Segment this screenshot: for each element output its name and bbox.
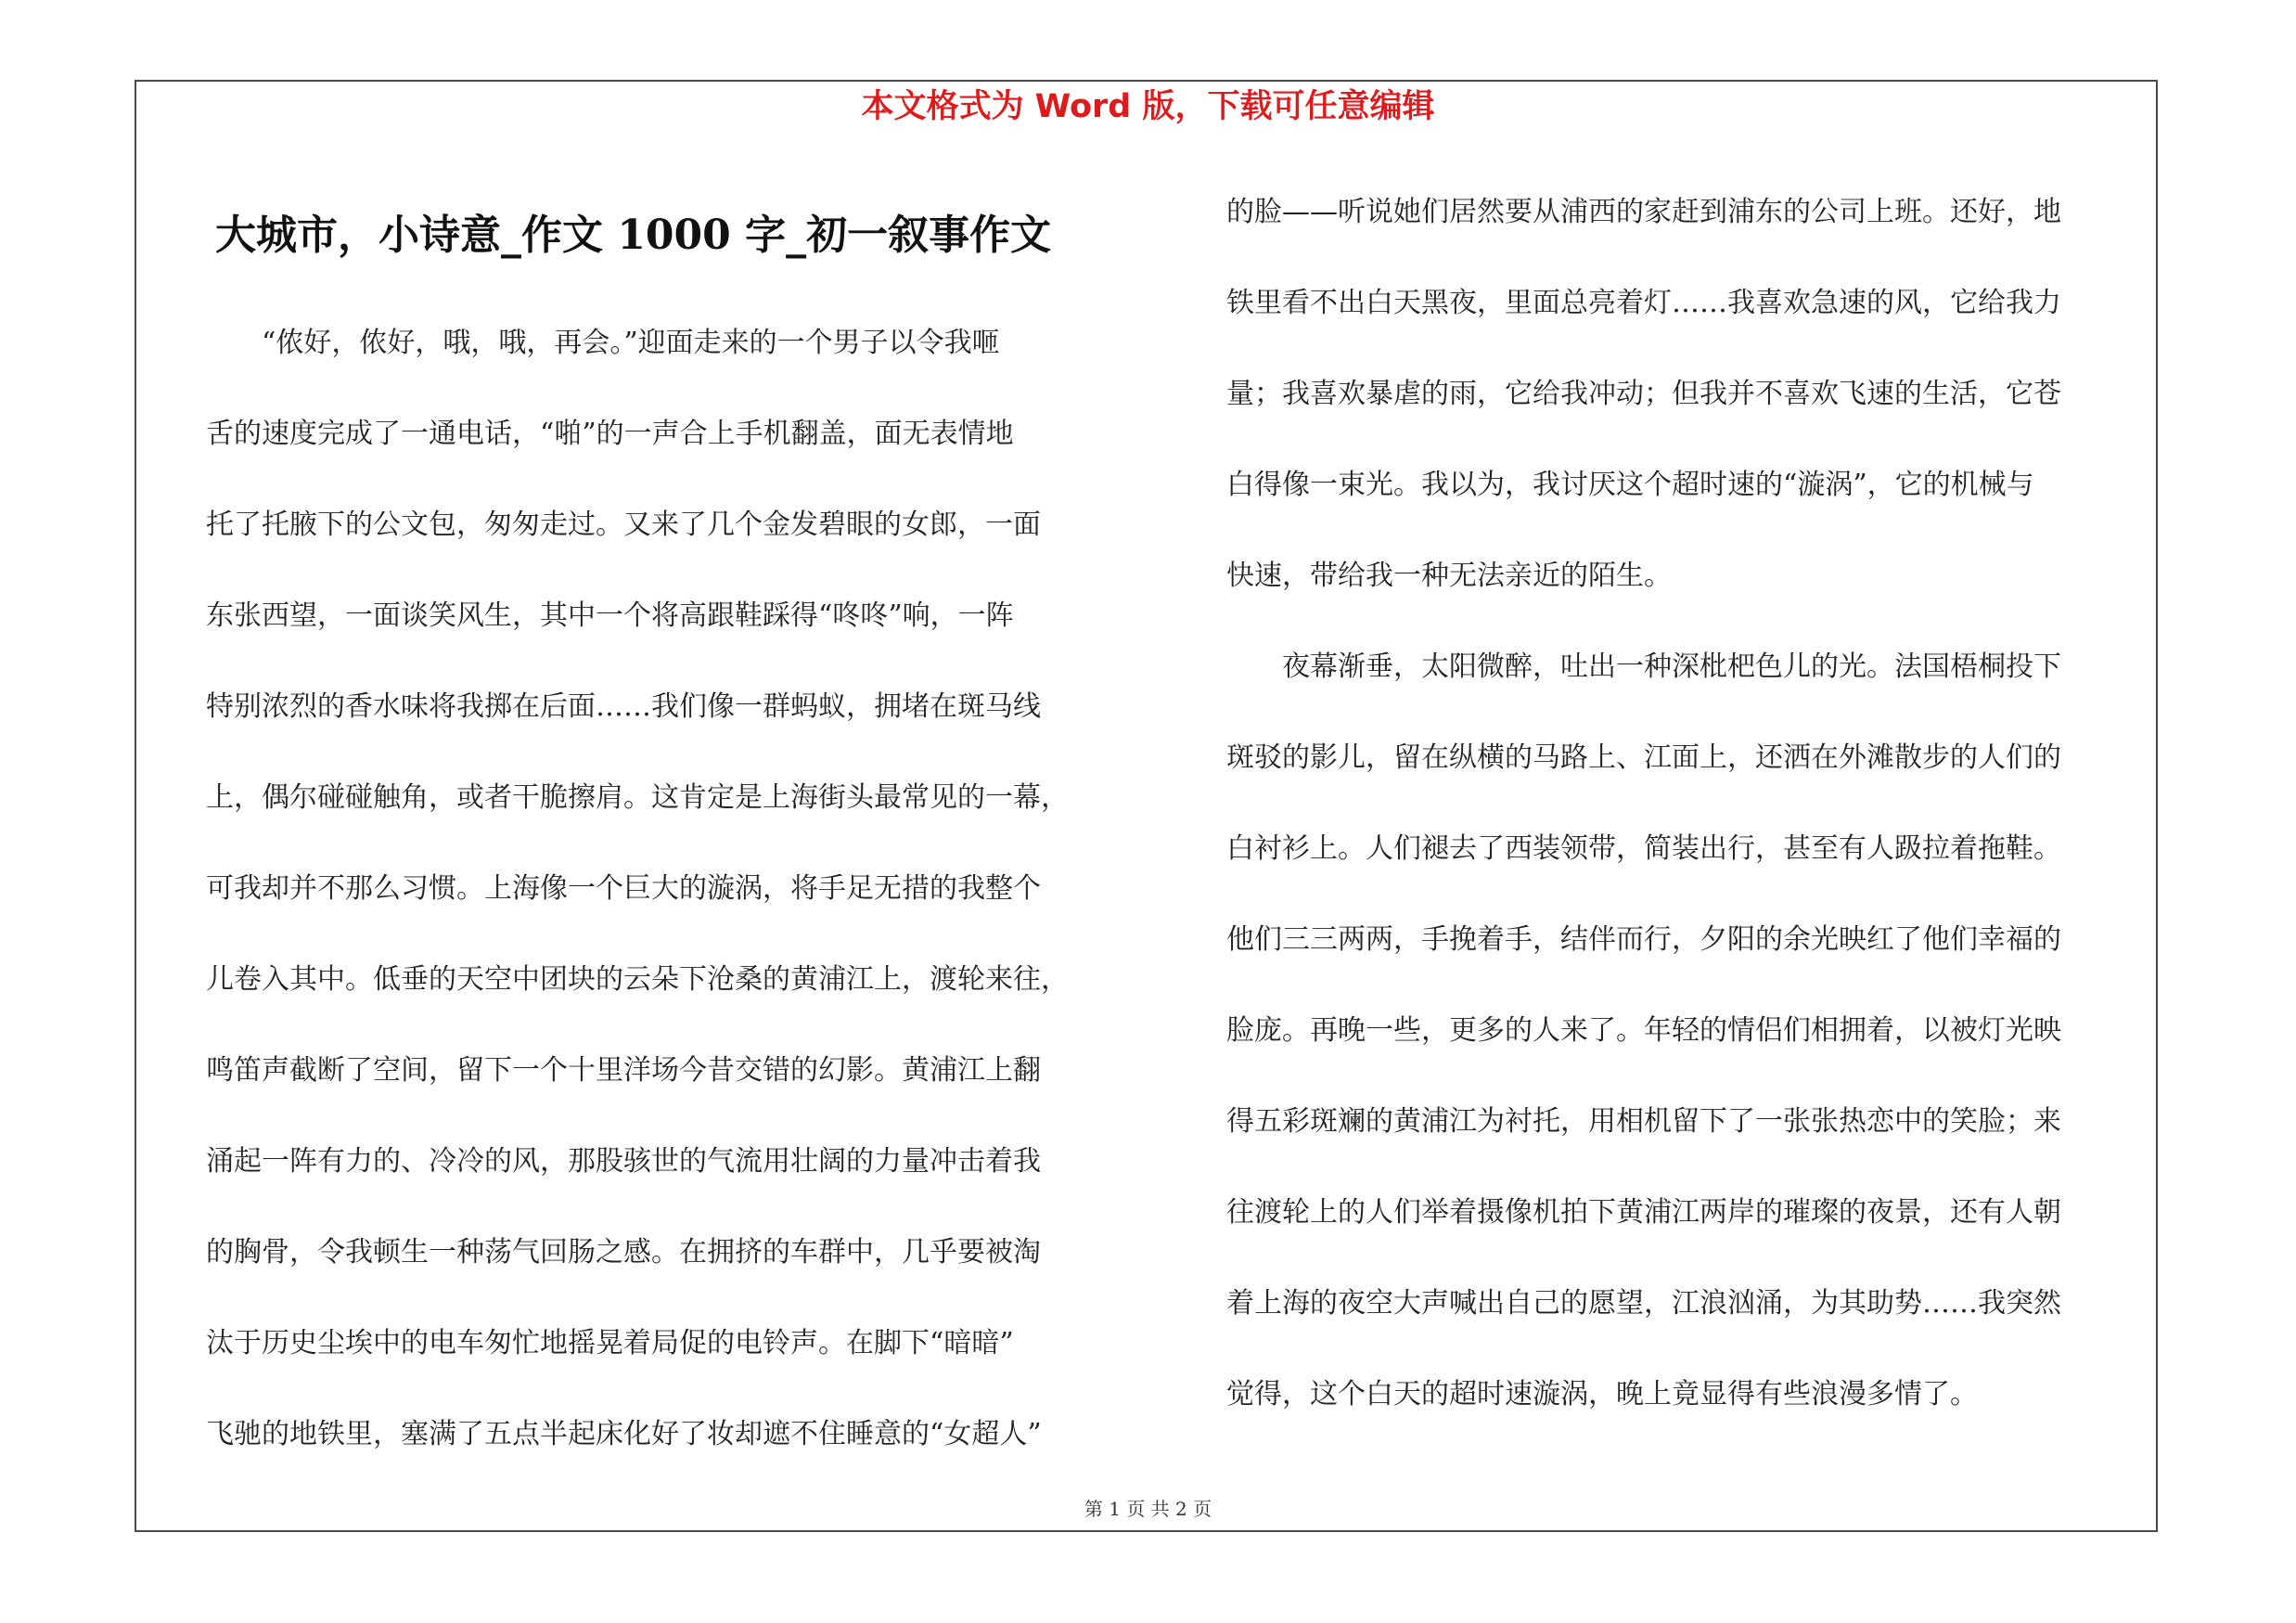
text-line: 铁里看不出白天黑夜，里面总亮着灯……我喜欢急速的风，它给我力 [1226, 287, 2061, 319]
text-line: 白得像一束光。我以为，我讨厌这个超时速的“漩涡”，它的机械与 [1226, 469, 2034, 501]
text-line: 鸣笛声截断了空间，留下一个十里洋场今昔交错的幻影。黄浦江上翻 [206, 1054, 1041, 1087]
text-line: 快速，带给我一种无法亲近的陌生。 [1226, 560, 1672, 592]
text-line: 的胸骨，令我顿生一种荡气回肠之感。在拥挤的车群中，几乎要被淘 [206, 1236, 1041, 1269]
text-line: 觉得，这个白天的超时速漩涡，晚上竟显得有些浪漫多情了。 [1226, 1378, 1978, 1410]
text-line: 托了托腋下的公文包，匆匆走过。又来了几个金发碧眼的女郎，一面 [206, 509, 1041, 541]
text-line: 脸庞。再晚一些，更多的人来了。年轻的情侣们相拥着，以被灯光映 [1226, 1014, 2061, 1047]
text-line: 飞驰的地铁里，塞满了五点半起床化好了妆却遮不住睡意的“女超人” [206, 1418, 1042, 1450]
text-line: 可我却并不那么习惯。上海像一个巨大的漩涡，将手足无措的我整个 [206, 872, 1041, 905]
text-line: 往渡轮上的人们举着摄像机拍下黄浦江两岸的璀璨的夜景，还有人朝 [1226, 1196, 2061, 1229]
text-line: 量；我喜欢暴虐的雨，它给我冲动；但我并不喜欢飞速的生活，它苍 [1226, 378, 2061, 410]
text-line: 夜幕渐垂，太阳微醉，吐出一种深枇杷色儿的光。法国梧桐投下 [1226, 650, 2061, 683]
text-line: 白衬衫上。人们褪去了西装领带，简装出行，甚至有人趿拉着拖鞋。 [1226, 832, 2061, 865]
text-line: 汰于历史尘埃中的电车匆忙地摇晃着局促的电铃声。在脚下“暗暗” [206, 1327, 1014, 1359]
text-line: “侬好，侬好，哦，哦，再会。”迎面走来的一个男子以令我咂 [206, 327, 1000, 359]
format-banner: 本文格式为 Word 版，下载可任意编辑 [861, 88, 1435, 125]
text-line: 涌起一阵有力的、冷冷的风，那股骇世的气流用壮阔的力量冲击着我 [206, 1145, 1041, 1178]
text-line: 舌的速度完成了一通电话，“啪”的一声合上手机翻盖，面无表情地 [206, 418, 1014, 450]
text-line: 他们三三两两，手挽着手，结伴而行，夕阳的余光映红了他们幸福的 [1226, 923, 2061, 956]
text-line: 儿卷入其中。低垂的天空中团块的云朵下沧桑的黄浦江上，渡轮来往， [206, 963, 1069, 996]
text-line: 东张西望，一面谈笑风生，其中一个将高跟鞋踩得“咚咚”响，一阵 [206, 599, 1014, 632]
text-line: 得五彩斑斓的黄浦江为衬托，用相机留下了一张张热恋中的笑脸；来 [1226, 1105, 2061, 1138]
right-column [1226, 189, 2154, 1462]
text-line: 斑驳的影儿，留在纵横的马路上、江面上，还洒在外滩散步的人们的 [1226, 741, 2061, 774]
text-line: 着上海的夜空大声喊出自己的愿望，江浪汹涌，为其助势……我突然 [1226, 1287, 2061, 1320]
document-title: 大城市，小诗意_作文 1000 字_初一叙事作文 [215, 212, 1052, 259]
left-column [206, 320, 1134, 1502]
text-line: 特别浓烈的香水味将我掷在后面……我们像一群蚂蚁，拥堵在斑马线 [206, 690, 1041, 723]
text-line: 上，偶尔碰碰触角，或者干脆擦肩。这肯定是上海街头最常见的一幕， [206, 781, 1069, 814]
page-number-footer: 第 1 页 共 2 页 [1084, 1498, 1212, 1520]
text-line: 的脸——听说她们居然要从浦西的家赶到浦东的公司上班。还好，地 [1226, 196, 2061, 228]
